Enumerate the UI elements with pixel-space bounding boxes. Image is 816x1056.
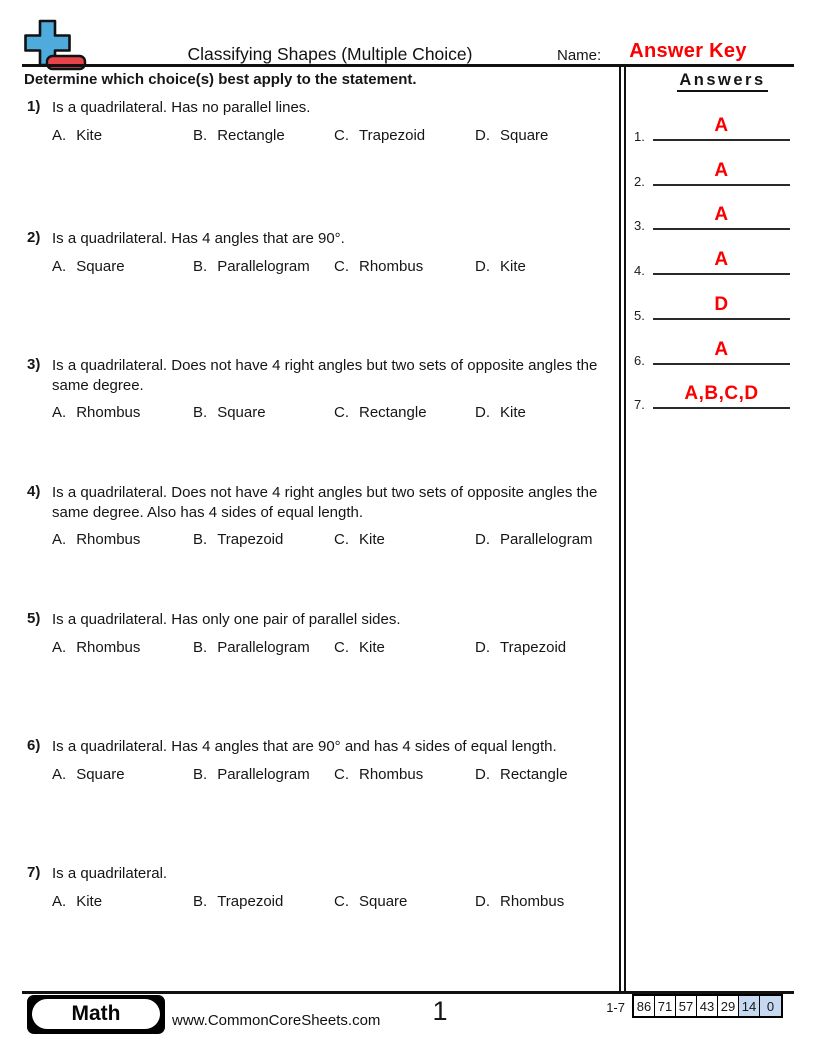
choice-letter: A. bbox=[52, 531, 67, 548]
choice-label: Kite bbox=[76, 892, 103, 910]
question-statement: Is a quadrilateral. Does not have 4 right angles but two sets of opposite angles the same degree. bbox=[52, 357, 598, 394]
choice-letter: A. bbox=[52, 892, 67, 910]
choice-letter: B. bbox=[193, 126, 208, 144]
answers-heading bbox=[645, 71, 800, 90]
instruction-text: Determine which choice(s) best apply to the statement. bbox=[24, 71, 417, 88]
choices-row bbox=[52, 639, 617, 656]
answer-blank-line bbox=[653, 139, 790, 141]
choice-d bbox=[475, 639, 566, 656]
choice-label: Rhombus bbox=[500, 892, 565, 910]
choice-label: Kite bbox=[76, 126, 103, 144]
answer-value: A bbox=[714, 115, 729, 136]
answer-row-5 bbox=[631, 290, 791, 323]
choice-letter: B. bbox=[193, 638, 208, 656]
answer-value: A bbox=[714, 249, 729, 270]
choice-label: Parallelogram bbox=[217, 638, 310, 656]
choice-d bbox=[475, 127, 548, 144]
answer-number: 3. bbox=[634, 218, 645, 233]
choice-c bbox=[334, 127, 475, 144]
question-number: 4) bbox=[27, 483, 41, 500]
question-3 bbox=[27, 356, 617, 421]
answer-blank-line bbox=[653, 273, 790, 275]
subject-badge bbox=[27, 995, 165, 1034]
answer-value: A bbox=[714, 339, 729, 360]
choice-letter: D. bbox=[475, 404, 490, 421]
answer-blank-line bbox=[653, 228, 790, 230]
choice-a bbox=[52, 404, 193, 421]
question-5 bbox=[27, 610, 617, 656]
choice-d bbox=[475, 766, 568, 783]
choice-b bbox=[193, 766, 334, 783]
score-cell: 86 bbox=[634, 996, 655, 1016]
score-cell: 57 bbox=[676, 996, 697, 1016]
choice-label: Parallelogram bbox=[217, 765, 310, 783]
choice-label: Square bbox=[76, 257, 125, 275]
choice-letter: D. bbox=[475, 126, 490, 144]
choice-a bbox=[52, 766, 193, 783]
choice-a bbox=[52, 639, 193, 656]
score-range-label: 1-7 bbox=[606, 1000, 625, 1015]
question-statement: Is a quadrilateral. bbox=[52, 865, 168, 882]
choice-label: Square bbox=[359, 892, 408, 910]
choice-letter: C. bbox=[334, 765, 349, 783]
choice-letter: C. bbox=[334, 404, 349, 421]
choice-letter: A. bbox=[52, 126, 67, 144]
answer-number: 4. bbox=[634, 263, 645, 278]
choice-label: Square bbox=[76, 765, 125, 783]
choice-letter: B. bbox=[193, 892, 208, 910]
choice-letter: C. bbox=[334, 638, 349, 656]
choice-letter: A. bbox=[52, 638, 67, 656]
question-number: 3) bbox=[27, 356, 41, 373]
answers-column-divider bbox=[619, 66, 626, 991]
choice-letter: D. bbox=[475, 765, 490, 783]
question-6 bbox=[27, 737, 617, 783]
answer-row-2 bbox=[631, 156, 791, 189]
choice-a bbox=[52, 127, 193, 144]
question-4 bbox=[27, 483, 617, 548]
choice-b bbox=[193, 639, 334, 656]
choice-label: Trapezoid bbox=[217, 892, 284, 910]
choice-letter: C. bbox=[334, 531, 349, 548]
question-7 bbox=[27, 864, 617, 910]
answer-row-6 bbox=[631, 335, 791, 368]
question-statement: Is a quadrilateral. Has 4 angles that are 90°. bbox=[52, 230, 345, 247]
answer-number: 6. bbox=[634, 353, 645, 368]
choices-row bbox=[52, 893, 617, 910]
answer-value: A bbox=[714, 160, 729, 181]
answer-row-1 bbox=[631, 111, 791, 144]
choice-label: Square bbox=[217, 404, 266, 421]
choice-d bbox=[475, 404, 526, 421]
choice-label: Parallelogram bbox=[217, 257, 310, 275]
choice-b bbox=[193, 258, 334, 275]
choice-label: Rectangle bbox=[217, 126, 285, 144]
choices-row bbox=[52, 258, 617, 275]
choice-label: Trapezoid bbox=[359, 126, 426, 144]
website-text: www.CommonCoreSheets.com bbox=[172, 1012, 381, 1029]
choice-label: Rhombus bbox=[76, 404, 141, 421]
choices-row bbox=[52, 404, 617, 421]
choice-label: Kite bbox=[500, 257, 526, 275]
answer-blank-line bbox=[653, 407, 790, 409]
choice-label: Rhombus bbox=[359, 765, 424, 783]
question-number: 2) bbox=[27, 229, 41, 246]
answer-number: 5. bbox=[634, 308, 645, 323]
answer-blank-line bbox=[653, 184, 790, 186]
choice-label: Rectangle bbox=[500, 765, 568, 783]
choice-letter: C. bbox=[334, 892, 349, 910]
choice-label: Rectangle bbox=[359, 404, 427, 421]
question-number: 6) bbox=[27, 737, 41, 754]
choice-label: Kite bbox=[359, 638, 385, 656]
question-statement: Is a quadrilateral. Has 4 angles that are 90° and has 4 sides of equal length. bbox=[52, 738, 557, 755]
answer-value: A bbox=[714, 204, 729, 225]
score-table bbox=[632, 994, 783, 1018]
question-statement: Is a quadrilateral. Does not have 4 right angles but two sets of opposite angles the same degree. Also has 4 sides of equal length. bbox=[52, 484, 598, 521]
answer-blank-line bbox=[653, 363, 790, 365]
choice-label: Square bbox=[500, 126, 549, 144]
score-cell: 43 bbox=[697, 996, 718, 1016]
choices-row bbox=[52, 766, 617, 783]
choice-letter: C. bbox=[334, 257, 349, 275]
answers-heading-label: Answers bbox=[677, 71, 767, 92]
score-cell: 71 bbox=[655, 996, 676, 1016]
choice-letter: D. bbox=[475, 257, 490, 275]
choice-letter: B. bbox=[193, 404, 208, 421]
subject-badge-inner bbox=[32, 999, 160, 1029]
score-cell: 0 bbox=[760, 996, 781, 1016]
question-number: 7) bbox=[27, 864, 41, 881]
choice-letter: B. bbox=[193, 257, 208, 275]
choice-letter: B. bbox=[193, 531, 208, 548]
choice-d bbox=[475, 258, 526, 275]
choice-label: Kite bbox=[500, 404, 526, 421]
answer-value: A,B,C,D bbox=[684, 383, 759, 404]
header-divider bbox=[22, 64, 794, 67]
choice-c bbox=[334, 531, 475, 548]
choice-c bbox=[334, 639, 475, 656]
page-title: Classifying Shapes (Multiple Choice) bbox=[187, 44, 473, 64]
choice-label: Rhombus bbox=[359, 257, 424, 275]
choice-b bbox=[193, 893, 334, 910]
answer-number: 7. bbox=[634, 397, 645, 412]
question-statement: Is a quadrilateral. Has only one pair of parallel sides. bbox=[52, 611, 401, 628]
choice-label: Trapezoid bbox=[217, 531, 284, 548]
answer-number: 1. bbox=[634, 129, 645, 144]
question-statement: Is a quadrilateral. Has no parallel lines. bbox=[52, 99, 311, 116]
choice-letter: A. bbox=[52, 257, 67, 275]
answer-blank-line bbox=[653, 318, 790, 320]
question-number: 5) bbox=[27, 610, 41, 627]
choice-b bbox=[193, 127, 334, 144]
choice-c bbox=[334, 258, 475, 275]
choice-letter: A. bbox=[52, 765, 67, 783]
choice-c bbox=[334, 766, 475, 783]
choice-letter: D. bbox=[475, 638, 490, 656]
score-cell: 29 bbox=[718, 996, 739, 1016]
choices-row bbox=[52, 531, 617, 548]
choice-label: Trapezoid bbox=[500, 638, 567, 656]
choice-d bbox=[475, 531, 593, 548]
choice-letter: D. bbox=[475, 892, 490, 910]
answer-row-4 bbox=[631, 245, 791, 278]
choice-b bbox=[193, 404, 334, 421]
choice-a bbox=[52, 531, 193, 548]
question-2 bbox=[27, 229, 617, 275]
choice-a bbox=[52, 258, 193, 275]
choices-row bbox=[52, 127, 617, 144]
choice-letter: A. bbox=[52, 404, 67, 421]
choice-b bbox=[193, 531, 334, 548]
choice-c bbox=[334, 893, 475, 910]
answer-row-7 bbox=[631, 379, 791, 412]
choice-letter: C. bbox=[334, 126, 349, 144]
question-1 bbox=[27, 98, 617, 144]
choice-label: Rhombus bbox=[76, 531, 141, 548]
choice-label: Rhombus bbox=[76, 638, 141, 656]
choice-a bbox=[52, 893, 193, 910]
subject-label: Math bbox=[71, 1002, 121, 1025]
answer-value: D bbox=[714, 294, 729, 315]
name-label: Name: bbox=[557, 47, 602, 64]
choice-d bbox=[475, 893, 564, 910]
choice-label: Kite bbox=[359, 531, 385, 548]
choice-c bbox=[334, 404, 475, 421]
plus-minus-icon bbox=[19, 17, 91, 71]
answer-number: 2. bbox=[634, 174, 645, 189]
question-number: 1) bbox=[27, 98, 41, 115]
commoncoresheets-logo bbox=[19, 17, 91, 71]
choice-letter: B. bbox=[193, 765, 208, 783]
answer-key-text: Answer Key bbox=[629, 40, 747, 62]
page-number: 1 bbox=[432, 996, 448, 1026]
choice-label: Parallelogram bbox=[500, 531, 593, 548]
score-cell: 14 bbox=[739, 996, 760, 1016]
choice-letter: D. bbox=[475, 531, 490, 548]
answer-row-3 bbox=[631, 200, 791, 233]
